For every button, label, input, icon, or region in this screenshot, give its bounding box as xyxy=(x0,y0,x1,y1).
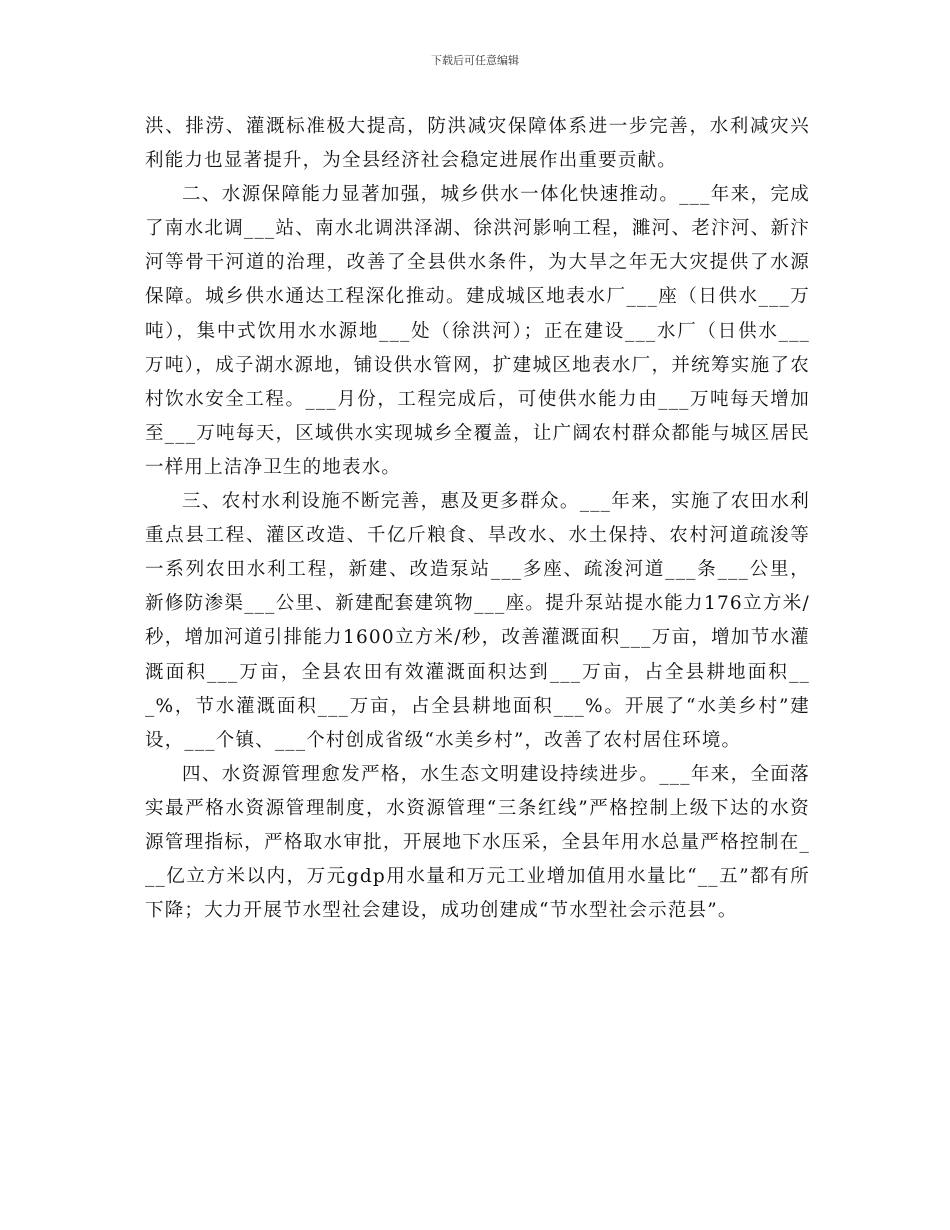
paragraph-water-supply: 二、水源保障能力显著加强，城乡供水一体化快速推动。___年来，完成了南水北调___站、南水北调洪泽湖、徐洪河影响工程，濉河、老汴河、新汴河等骨干河道的治理，改善了全县供水条件，为大旱之年无大灾提供了水源保障。城乡供水通达工程深化推动。建成城区地表水厂___座（日供水___万吨），集中式饮用水水源地___处（徐洪河）；正在建设___水厂（日供水___万吨），成子湖水源地，铺设供水管网，扩建城区地表水厂，并统筹实施了农村饮水安全工程。___月份，工程完成后，可使供水能力由___万吨每天增加至___万吨每天，区域供水实现城乡全覆盖，让广阔农村群众都能与城区居民一样用上洁净卫生的地表水。 xyxy=(145,184,810,478)
document-body xyxy=(145,110,810,928)
paragraph-water-resources: 四、水资源管理愈发严格，水生态文明建设持续进步。___年来，全面落实最严格水资源管理制度，水资源管理“三条红线”严格控制上级下达的水资源管理指标，严格取水审批，开展地下水压采，全县年用水总量严格控制在___亿立方米以内，万元gdp用水量和万元工业增加值用水量比“__五”都有所下降；大力开展节水型社会建设，成功创建成“节水型社会示范县”。 xyxy=(145,763,810,922)
paragraph-flood-control: 洪、排涝、灌溉标准极大提高，防洪减灾保障体系进一步完善，水利减灾兴利能力也显著提升，为全县经济社会稳定进展作出重要贡献。 xyxy=(145,116,810,172)
paragraph-rural-irrigation: 三、农村水利设施不断完善，惠及更多群众。___年来，实施了农田水利重点县工程、灌区改造、千亿斤粮食、旱改水、水土保持、农村河道疏浚等一系列农田水利工程，新建、改造泵站___多座、疏浚河道___条___公里，新修防渗渠___公里、新建配套建筑物___座。提升泵站提水能力176立方米/秒，增加河道引排能力1600立方米/秒，改善灌溉面积___万亩，增加节水灌溉面积___万亩，全县农田有效灌溉面积达到___万亩，占全县耕地面积___%，节水灌溉面积___万亩，占全县耕地面积___%。开展了“水美乡村”建设，___个镇、___个村创成省级“水美乡村”，改善了农村居住环境。 xyxy=(145,491,810,751)
page-header-note: 下载后可任意编辑 xyxy=(431,54,519,67)
